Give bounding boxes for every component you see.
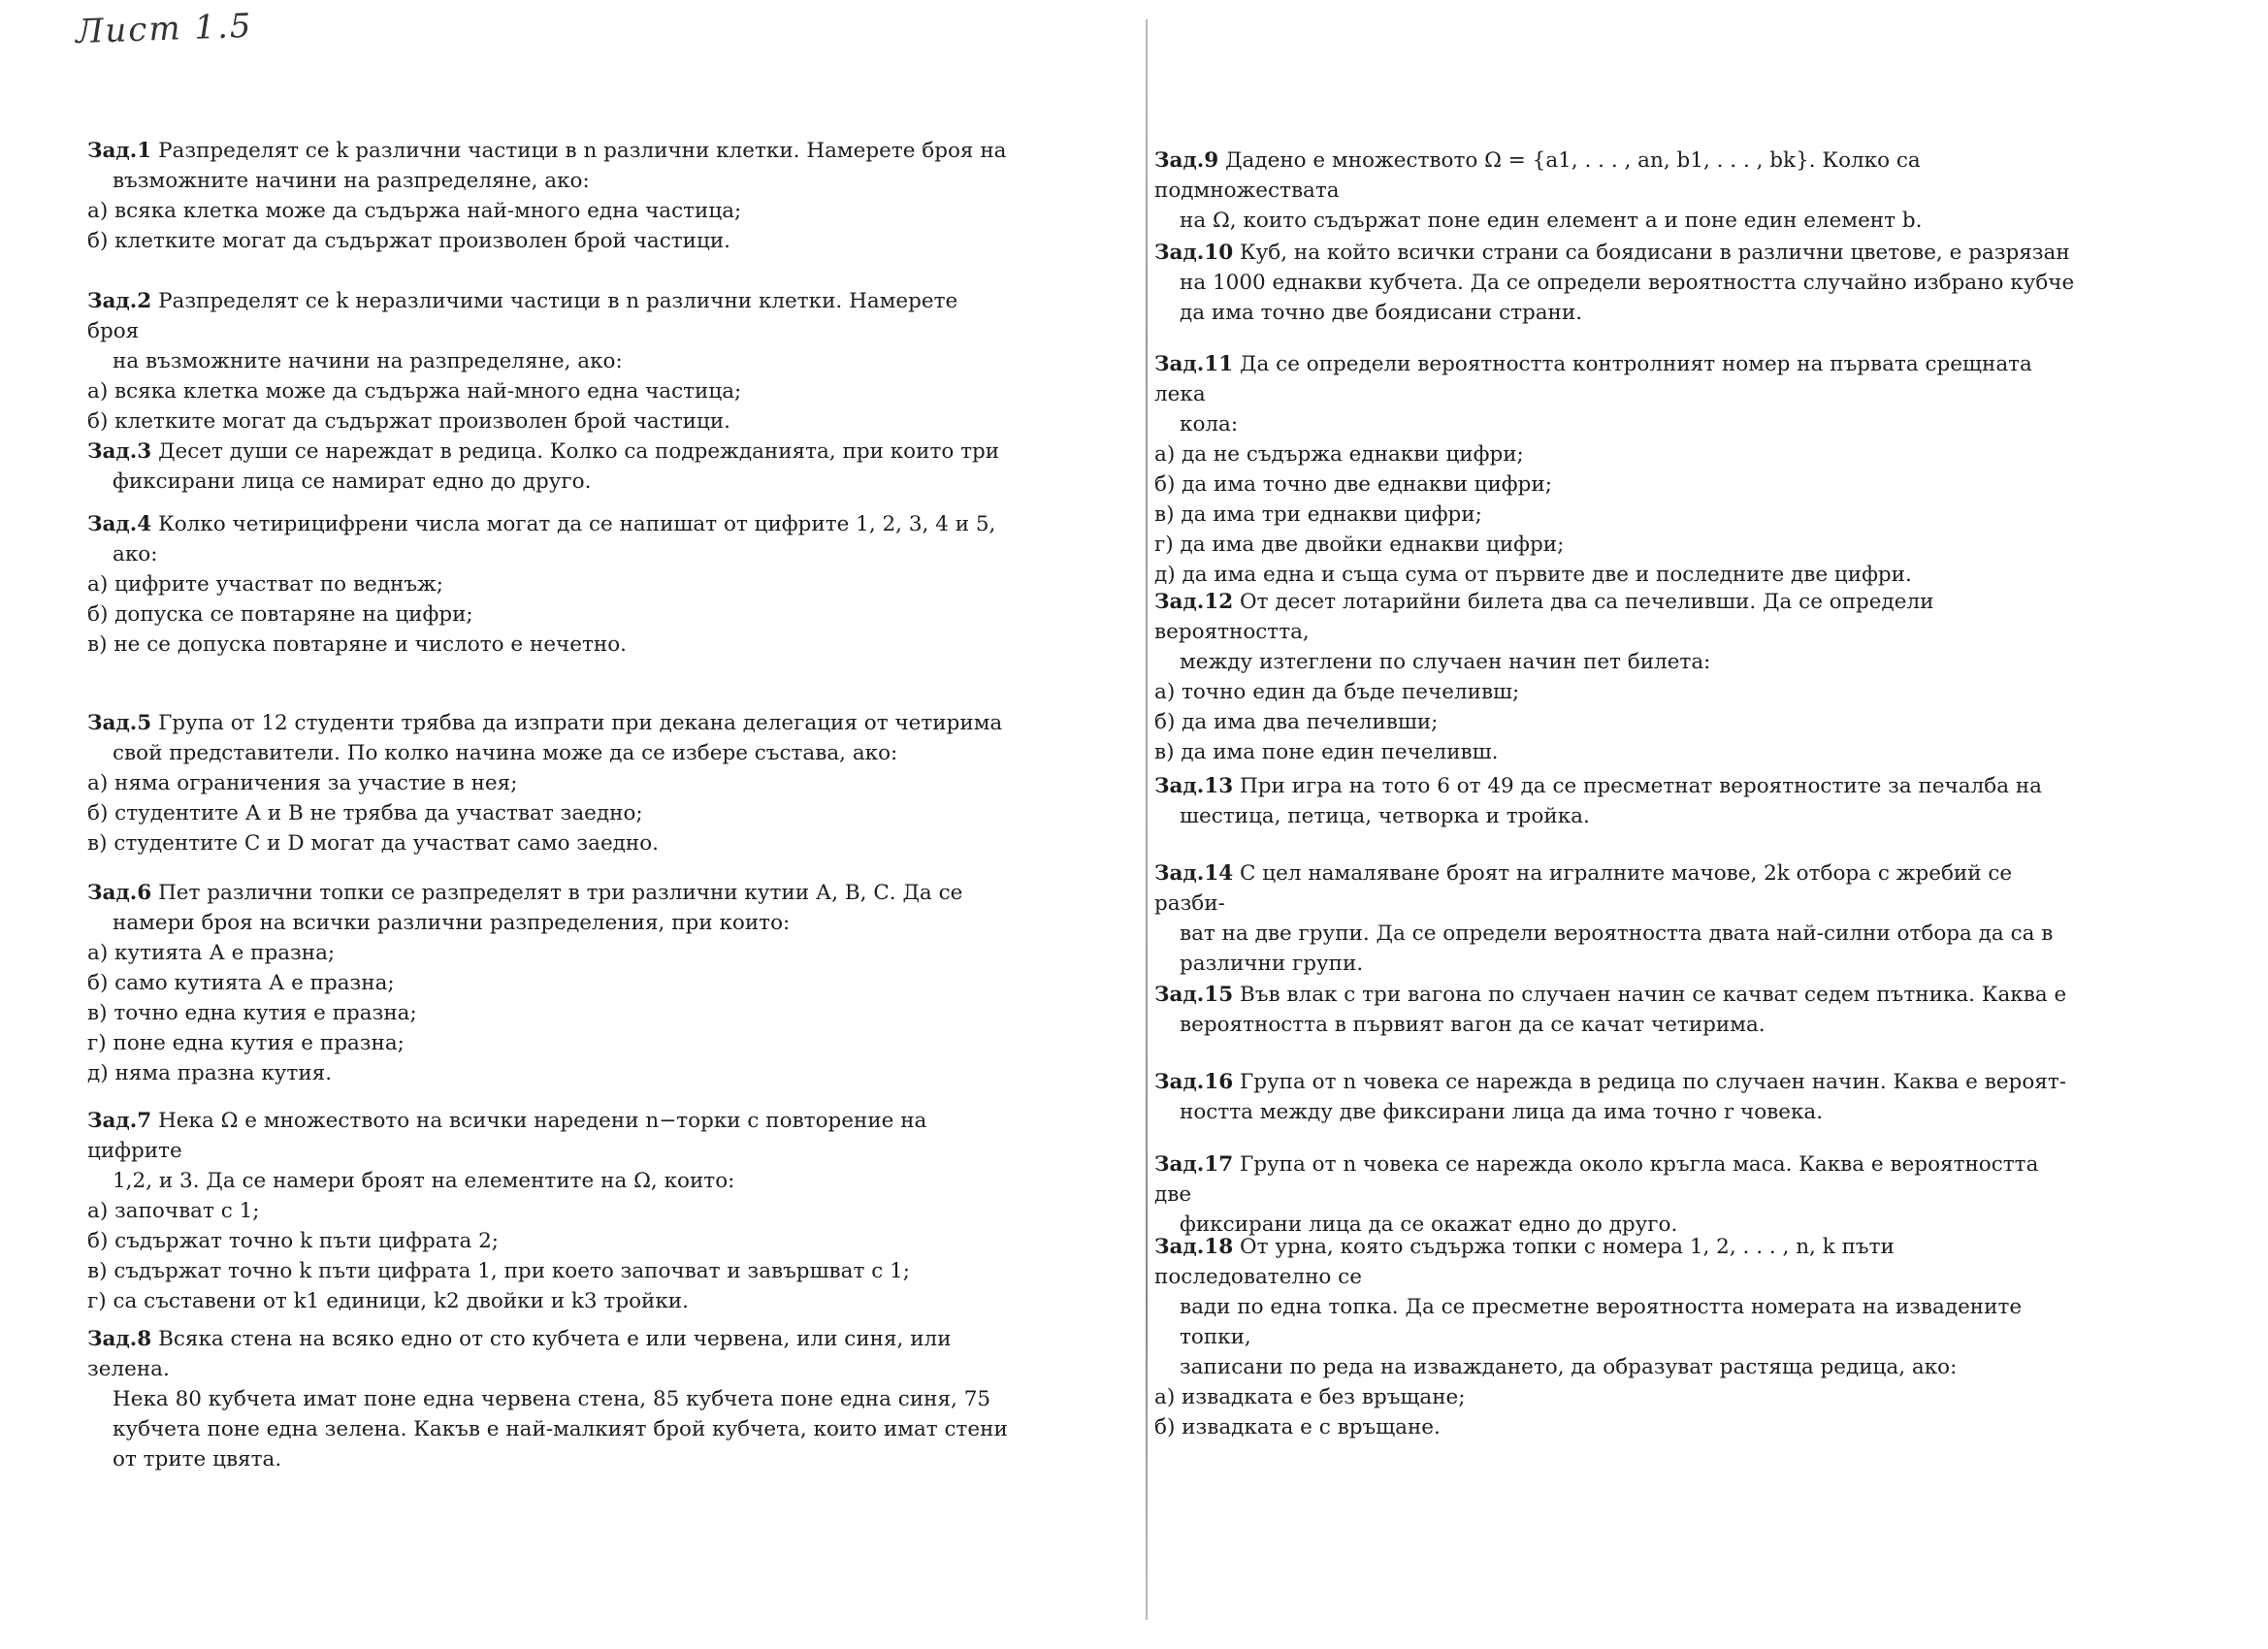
problem-17 [1154,1149,2076,1240]
problem-text: Колко четирицифрени числа могат да се напишат от цифрите 1, 2, 3, 4 и 5, [158,512,996,536]
problem-subitem: а) цифрите участват по веднъж; [87,572,444,597]
problem-text: Във влак с три вагона по случаен начин се качват седем пътника. Каква е [1240,983,2067,1007]
problem-continuation: от трите цвята. [113,1447,282,1471]
problem-heading [1154,1232,2076,1292]
problem-text: Дадено е множеството Ω = {a1, . . . , an, b1, . . . , bk}. Колко са подмножествата [1154,148,1921,203]
problem-label: Зад.10 [1154,241,1234,265]
problem-continuation: различни групи. [1180,952,1364,976]
problem-label: Зад.8 [87,1327,152,1351]
problem-subitem: б) да има два печеливши; [1154,710,1439,734]
problem-continuation: ако: [113,542,158,566]
problem-continuation: на възможните начини на разпределяне, ако: [113,349,623,373]
problem-label: Зад.5 [87,711,152,735]
problem-subitem: б) клетките могат да съдържат произволен брой частици. [87,409,730,434]
problem-heading [1154,858,2076,919]
problem-continuation: записани по реда на изваждането, да образуват растяща редица, ако: [1180,1355,1958,1379]
problem-text: При игра на тото 6 от 49 да се пресметнат вероятностите за печалба на [1240,774,2042,798]
problem-heading [1154,1067,2076,1097]
problem-continuation: вероятността в първият вагон да се качат четирима. [1180,1013,1766,1037]
problem-subitem: а) извадката е без връщане; [1154,1385,1466,1409]
problem-heading [1154,980,2076,1010]
problem-subitem: г) са съставени от k1 единици, k2 двойки и k3 тройки. [87,1289,689,1313]
problem-3 [87,436,1009,497]
problem-continuation: ността между две фиксирани лица да има точно r човека. [1180,1100,1824,1124]
problem-label: Зад.6 [87,881,152,905]
problem-continuation: на 1000 еднакви кубчета. Да се определи вероятността случайно избрано кубче [1180,271,2075,295]
problem-label: Зад.16 [1154,1070,1234,1094]
problem-subitem: в) съдържат точно k пъти цифрата 1, при което започват и завършват с 1; [87,1259,911,1283]
problem-heading [1154,1149,2076,1210]
problem-continuation: свой представители. По колко начина може да се избере състава, ако: [113,741,898,765]
problem-subitem: д) няма празна кутия. [87,1061,333,1085]
problem-12 [1154,587,2076,767]
problem-subitem: а) започват с 1; [87,1199,260,1223]
problem-continuation: шестица, петица, четворка и тройка. [1180,804,1590,828]
problem-text: Всяка стена на всяко едно от сто кубчета е или червена, или синя, или зелена. [87,1327,952,1381]
problem-18 [1154,1232,2076,1442]
problem-continuation: възможните начини на разпределяне, ако: [113,169,590,193]
problem-text: От десет лотарийни билета два са печеливши. Да се определи вероятността, [1154,590,1934,644]
problem-label: Зад.12 [1154,590,1234,614]
problem-13 [1154,771,2076,831]
problem-subitem: б) клетките могат да съдържат произволен брой частици. [87,229,730,253]
problem-subitem: а) всяка клетка може да съдържа най-много една частица; [87,199,742,223]
problem-text: Да се определи вероятността контролният номер на първата срещната лека [1154,352,2032,406]
problem-text: Куб, на който всички страни са боядисани в различни цветове, е разрязан [1240,241,2070,265]
problem-heading [1154,238,2076,268]
problem-heading [87,1106,1009,1166]
problem-continuation: Нека 80 кубчета имат поне една червена стена, 85 кубчета поне една синя, 75 [113,1387,991,1411]
problem-subitem: б) да има точно две еднакви цифри; [1154,472,1552,497]
problem-heading [1154,349,2076,409]
problem-continuation: между изтеглени по случаен начин пет билета: [1180,650,1711,674]
problem-14 [1154,858,2076,979]
problem-heading [87,436,1009,467]
problem-5 [87,708,1009,858]
problem-subitem: б) само кутията А е празна; [87,971,395,995]
problem-text: Група от 12 студенти трябва да изпрати при декана делегация от четирима [158,711,1003,735]
problem-label: Зад.9 [1154,148,1219,173]
problem-subitem: а) точно един да бъде печеливш; [1154,680,1520,704]
problem-text: Група от n човека се нарежда в редица по случаен начин. Каква е вероят- [1240,1070,2066,1094]
problem-heading [1154,771,2076,801]
page-fold-line [1146,19,1148,1620]
problem-label: Зад.11 [1154,352,1234,376]
problem-label: Зад.3 [87,439,152,464]
problem-subitem: б) студентите А и В не трябва да участват заедно; [87,801,643,825]
problem-heading [87,878,1009,908]
problem-continuation: намери броя на всички различни разпределения, при които: [113,911,791,935]
problem-9 [1154,146,2076,236]
problem-11 [1154,349,2076,590]
problem-2 [87,286,1009,436]
problem-label: Зад.7 [87,1109,152,1133]
problem-subitem: в) не се допуска повтаряне и числото е нечетно. [87,632,627,657]
problem-label: Зад.2 [87,289,152,313]
problem-continuation: фиксирани лица се намират едно до друго. [113,469,592,494]
problem-heading [87,136,1009,166]
problem-heading [87,286,1009,346]
handwritten-page-note: Лист 1.5 [75,6,254,52]
problem-heading [1154,587,2076,647]
problem-text: От урна, която съдържа топки с номера 1, 2, . . . , n, k пъти последователно се [1154,1235,1895,1289]
problem-text: Разпределят се k неразличими частици в n различни клетки. Намерете броя [87,289,958,343]
problem-subitem: а) всяка клетка може да съдържа най-много една частица; [87,379,742,404]
problem-text: Пет различни топки се разпределят в три различни кутии А, В, С. Да се [158,881,963,905]
problem-label: Зад.13 [1154,774,1234,798]
problem-7 [87,1106,1009,1316]
problem-subitem: в) студентите С и D могат да участват само заедно. [87,831,660,856]
problem-16 [1154,1067,2076,1127]
problem-continuation: фиксирани лица да се окажат едно до друго. [1180,1212,1678,1237]
problem-heading [1154,146,2076,206]
problem-subitem: в) да има три еднакви цифри; [1154,502,1482,527]
problem-subitem: б) допуска се повтаряне на цифри; [87,602,473,627]
problem-text: С цел намаляване броят на игралните мачове, 2k отбора с жребий се разби- [1154,861,2013,916]
problem-text: Разпределят се k различни частици в n различни клетки. Намерете броя на [158,139,1007,163]
problem-label: Зад.18 [1154,1235,1234,1259]
problem-subitem: г) да има две двойки еднакви цифри; [1154,533,1565,557]
problem-subitem: в) да има поне един печеливш. [1154,740,1499,764]
problem-label: Зад.4 [87,512,152,536]
problem-label: Зад.15 [1154,983,1234,1007]
problem-subitem: г) поне една кутия е празна; [87,1031,405,1055]
problem-continuation: ват на две групи. Да се определи вероятността двата най-силни отбора да са в [1180,922,2054,946]
problem-text: Група от n човека се нарежда около кръгла маса. Каква е вероятността две [1154,1152,2039,1207]
problem-continuation: вади по една топка. Да се пресметне вероятността номерата на извадените топки, [1180,1295,2023,1349]
problem-heading [87,708,1009,738]
problem-subitem: д) да има една и съща сума от първите две и последните две цифри. [1154,563,1912,587]
problem-heading [87,1324,1009,1384]
problem-subitem: а) няма ограничения за участие в нея; [87,771,518,795]
problem-subitem: в) точно една кутия е празна; [87,1001,417,1025]
problem-subitem: а) кутията А е празна; [87,941,336,965]
problem-text: Нека Ω е множеството на всички наредени n−торки с повторение на цифрите [87,1109,927,1163]
problem-text: Десет души се нареждат в редица. Колко са подрежданията, при които три [158,439,1000,464]
problem-subitem: а) да не съдържа еднакви цифри; [1154,442,1524,467]
problem-label: Зад.17 [1154,1152,1234,1177]
problem-label: Зад.14 [1154,861,1234,886]
problem-8 [87,1324,1009,1474]
problem-6 [87,878,1009,1088]
problem-10 [1154,238,2076,328]
problem-subitem: б) извадката е с връщане. [1154,1415,1441,1439]
problem-continuation: кубчета поне една зелена. Какъв е най-малкият брой кубчета, които имат стени [113,1417,1008,1441]
problem-subitem: б) съдържат точно k пъти цифрата 2; [87,1229,500,1253]
problem-4 [87,509,1009,660]
problem-continuation: на Ω, които съдържат поне един елемент a и поне един елемент b. [1180,209,1923,233]
problem-1 [87,136,1009,256]
problem-continuation: кола: [1180,412,1239,436]
problem-continuation: да има точно две боядисани страни. [1180,301,1583,325]
problem-label: Зад.1 [87,139,152,163]
problem-15 [1154,980,2076,1040]
problem-heading [87,509,1009,539]
problem-continuation: 1,2, и 3. Да се намери броят на елементите на Ω, които: [113,1169,735,1193]
